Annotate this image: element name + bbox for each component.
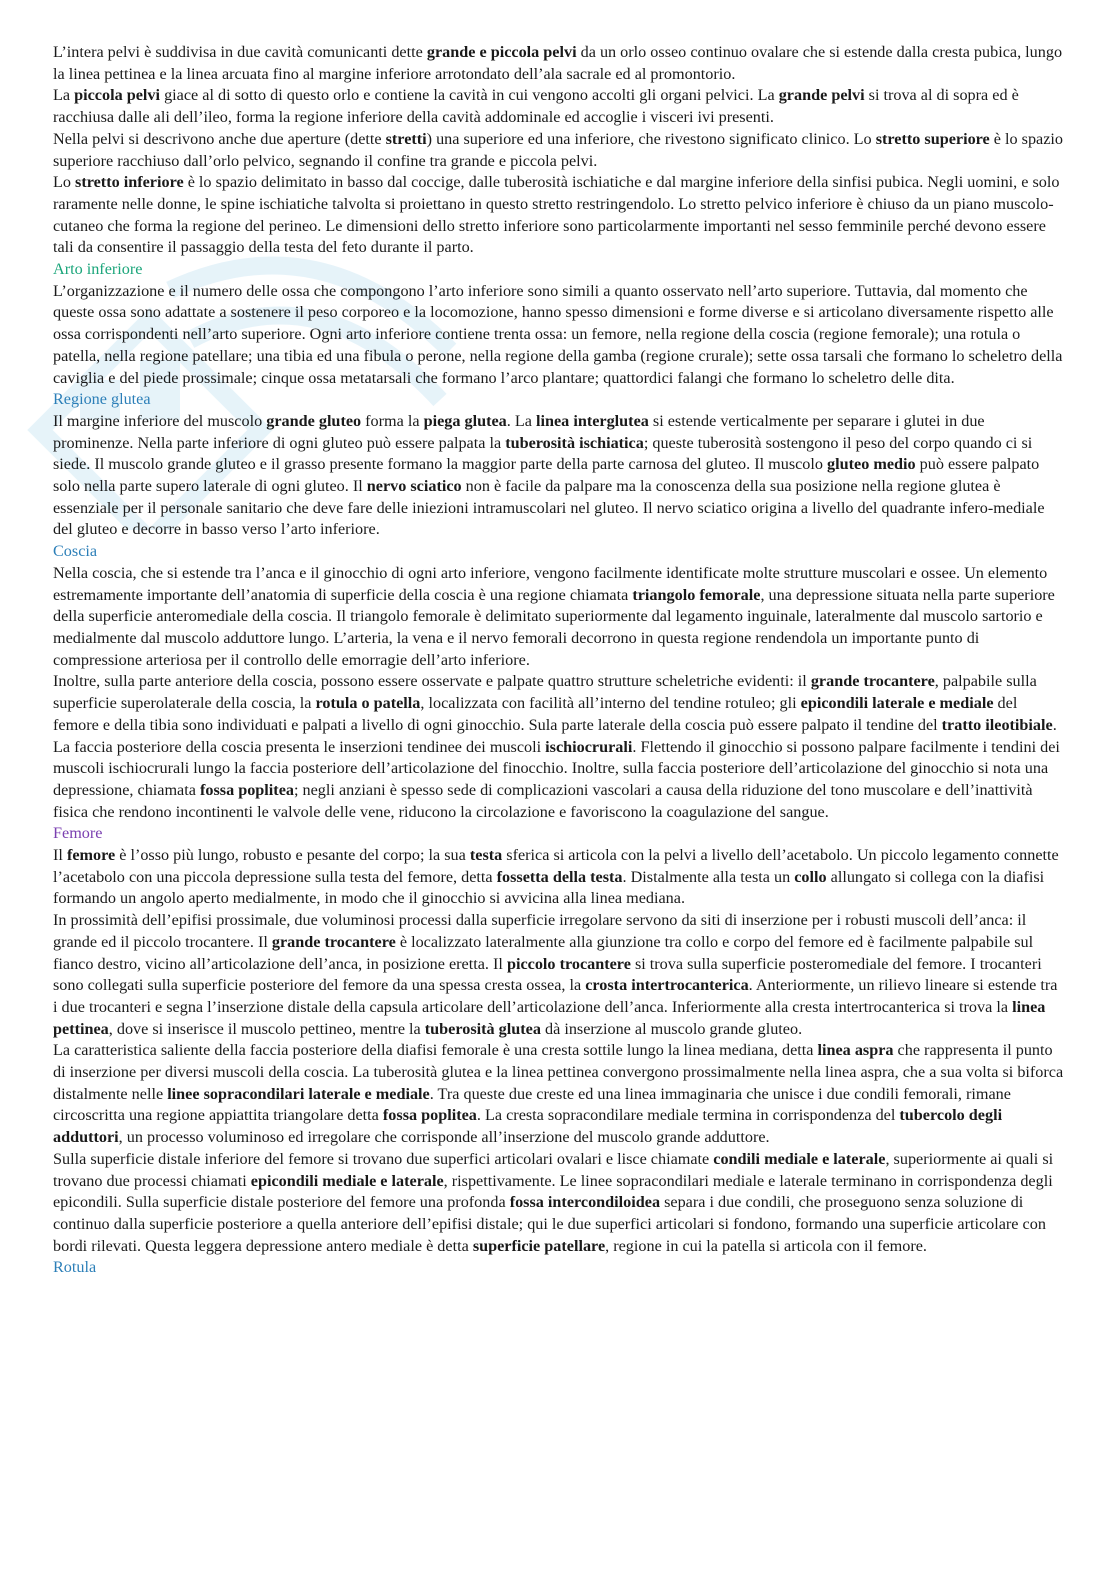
text-run: , una depressione situata nella parte superiore della superficie anteromediale della coscia. Il triangolo femorale è delimitato superiormente dal legamento inguinale, lateralmente dal muscolo sartorio e medialmente dal muscolo adduttore lungo. L’arteria, la vena e il nervo femorali decorrono in questa regione rendendola un importante punto di compressione arteriosa per il controllo delle emorragie dell’arto inferiore. bbox=[53, 585, 1055, 669]
paragraph-coscia-1 bbox=[53, 671, 1065, 736]
text-run: può essere palpato solo nella parte supero laterale di ogni gluteo. Il bbox=[53, 455, 1040, 496]
section-heading-rotula: Rotula bbox=[53, 1258, 97, 1277]
bold-term: crosta intertrocanterica bbox=[585, 976, 749, 995]
section-heading-arto-inferiore: Arto inferiore bbox=[53, 260, 143, 279]
text-run: La bbox=[53, 86, 75, 105]
text-run: sferica si articola con la pelvi a livello dell’acetabolo. Un piccolo legamento connette l’acetabolo con una piccola depressione sulla testa del femore, detta bbox=[53, 846, 1059, 886]
bold-term: gluteo medio bbox=[827, 455, 916, 474]
text-run: si trova sulla superficie posteromediale del femore. I trocanteri sono collegati sulla superficie posteriore del femore da una spessa cresta ossea, la bbox=[53, 954, 1042, 995]
text-run: Inoltre, sulla parte anteriore della coscia, possono essere osservate e palpate quattro strutture scheletriche evidenti: il bbox=[53, 672, 811, 691]
text-run: ) una superiore ed una inferiore, che rivestono significato clinico. Lo bbox=[426, 129, 876, 148]
text-run: La faccia posteriore della coscia presenta le inserzioni tendinee dei muscoli bbox=[53, 737, 546, 756]
text-run: è lo spazio superiore racchiuso dall’orlo pelvico, segnando il confine tra grande e piccola pelvi. bbox=[53, 129, 1064, 170]
text-run: Nella pelvi si descrivono anche due aperture (dette bbox=[53, 129, 386, 148]
bold-term: fossa poplitea bbox=[382, 1106, 477, 1125]
text-run: si estende verticalmente per separare i glutei in due prominenze. Nella parte inferiore di ogni gluteo può essere palpata la bbox=[53, 411, 985, 452]
bold-term: condili mediale e laterale bbox=[713, 1149, 886, 1168]
text-run: Sulla superficie distale inferiore del femore si trovano due superfici articolari ovalari e lisce chiamate bbox=[53, 1149, 714, 1168]
bold-term: fossetta della testa bbox=[496, 867, 623, 886]
document-body bbox=[53, 42, 1065, 1279]
paragraph-coscia-2 bbox=[53, 737, 1065, 824]
text-run: , dove si inserisce il muscolo pettineo, mentre la bbox=[108, 1019, 425, 1038]
paragraph-pelvi-intro-2 bbox=[53, 129, 1065, 172]
paragraph-regione-glutea-0 bbox=[53, 411, 1065, 541]
bold-term: superficie patellare bbox=[472, 1236, 606, 1255]
bold-term: linea interglutea bbox=[536, 411, 649, 430]
bold-term: testa bbox=[469, 846, 503, 865]
text-run: non è facile da palpare ma la conoscenza della sua posizione nella regione glutea è essenziale per il personale sanitario che deve fare delle iniezioni intramuscolari nel gluteo. Il nervo sciatico origina a livello del quadrante infero-mediale del gluteo e decorre in basso verso l’arto inferiore. bbox=[53, 477, 1045, 539]
paragraph-femore-2 bbox=[53, 1040, 1065, 1149]
bold-term: linee sopracondilari laterale e mediale bbox=[167, 1084, 430, 1103]
text-run: , rispettivamente. Le linee sopracondilari mediale e laterale terminano in corrispondenza degli epicondili. Sulla superficie distale posteriore del femore una profonda bbox=[53, 1171, 1053, 1212]
bold-term: grande trocantere bbox=[271, 932, 396, 951]
text-run: ; negli anziani è spesso sede di complicazioni vascolari a causa della riduzione del tono muscolare e dell’inattività fisica che rendono incontinenti le valvole delle vene, riducono la circolazione e favoriscono la coagulazione del sangue. bbox=[53, 780, 1033, 821]
text-run: che rappresenta il punto di inserzione per diversi muscoli della coscia. La tuberosità glutea e la linea pettinea convergono prossimalmente nella linea aspra, che a sua volta si biforca distalmente nelle bbox=[53, 1041, 1064, 1103]
bold-term: linea pettinea bbox=[53, 997, 1046, 1038]
text-run: Nella coscia, che si estende tra l’anca e il ginocchio di ogni arto inferiore, vengono facilmente identificate molte strutture muscolari e ossee. Un elemento estremamente importante dell’anatomia di superficie della coscia è una regione chiamata bbox=[53, 563, 1048, 604]
text-run: Il bbox=[53, 846, 67, 865]
bold-term: grande trocantere bbox=[810, 672, 935, 691]
bold-term: fossa poplitea bbox=[199, 780, 294, 799]
text-run: ; queste tuberosità sostengono il peso del corpo quando ci si siede. Il muscolo grande gluteo e il grasso presente formano la maggior parte della parte carnosa del gluteo. Il muscolo bbox=[53, 433, 1033, 474]
text-run: è lo spazio delimitato in basso dal coccige, dalle tuberosità ischiatiche e dal margine inferiore della sinfisi pubica. Negli uomini, e solo raramente nelle donne, le spine ischiatiche talvolta si proiettano in questo stretto restringendolo. Lo stretto pelvico inferiore è chiuso da un piano muscolo-cutaneo che forma la regione del perineo. Le dimensioni dello stretto inferiore sono particolarmente importanti nel sesso femminile perché devono essere tali da consentire il passaggio della testa del feto durante il parto. bbox=[53, 173, 1060, 257]
text-run: da un orlo osseo continuo ovalare che si estende dalla cresta pubica, lungo la linea pettinea e la linea arcuata fino al margine inferiore arrotondato dell’ala sacrale ed al promontorio. bbox=[53, 43, 1063, 83]
bold-term: fossa intercondiloidea bbox=[509, 1193, 661, 1212]
bold-term: collo bbox=[794, 867, 827, 886]
bold-term: tuberosità glutea bbox=[424, 1019, 541, 1038]
text-run: è l’osso più lungo, robusto e pesante del corpo; la sua bbox=[115, 846, 470, 865]
text-run: In prossimità dell’epifisi prossimale, due voluminosi processi dalla superficie irregolare servono da siti di inserzione per i robusti muscoli dell’anca: il grande ed il piccolo trocantere. Il bbox=[53, 911, 1027, 951]
paragraph-femore-0 bbox=[53, 845, 1065, 910]
text-run: , palpabile sulla superficie superolaterale della coscia, la bbox=[53, 672, 1037, 713]
bold-term: stretti bbox=[385, 129, 427, 148]
section-heading-coscia: Coscia bbox=[53, 542, 98, 561]
text-run: del femore e della tibia sono individuati e palpati a livello di ogni ginocchio. Sula parte laterale della coscia può essere palpato il tendine del bbox=[53, 694, 1018, 734]
text-run: L’organizzazione e il numero delle ossa che compongono l’arto inferiore sono simili a quanto osservato nell’arto superiore. Tuttavia, dal momento che queste ossa sono adattate a sostenere il peso corporeo e la locomozione, hanno spesso dimensioni e forme diverse e si articolano diversamente rispetto alle ossa corrispondenti nell’arto superiore. Ogni arto inferiore contiene trenta ossa: un femore, nella regione della coscia (regione femorale); una rotula o patella, nella regione patellare; una tibia ed una fibula o perone, nella regione della gamba (regione crurale); sette ossa tarsali che formano lo scheletro della caviglia e del piede prossimale; cinque ossa metatarsali che formano l’arco plantare; quattordici falangi che formano lo scheletro delle dita. bbox=[53, 281, 1063, 387]
paragraph-pelvi-intro-0 bbox=[53, 42, 1065, 85]
text-run: . bbox=[1052, 715, 1057, 734]
paragraph-pelvi-intro-3 bbox=[53, 172, 1065, 259]
bold-term: ischiocrurali bbox=[545, 737, 633, 756]
text-run: . La bbox=[506, 411, 536, 430]
bold-term: grande pelvi bbox=[778, 86, 865, 105]
bold-term: rotula o patella bbox=[315, 694, 421, 713]
paragraph-femore-3 bbox=[53, 1149, 1065, 1258]
text-run: , un processo voluminoso ed irregolare che corrisponde all’inserzione del muscolo grande adduttore. bbox=[118, 1128, 770, 1147]
paragraph-arto-inferiore-0 bbox=[53, 281, 1065, 390]
bold-term: tuberosità ischiatica bbox=[505, 433, 644, 452]
text-run: , localizzata con facilità all’interno del tendine rotuleo; gli bbox=[420, 694, 801, 713]
text-run: Il margine inferiore del muscolo bbox=[53, 411, 267, 430]
bold-term: epicondili laterale e mediale bbox=[800, 694, 994, 713]
bold-term: grande gluteo bbox=[266, 411, 362, 430]
bold-term: tubercolo degli adduttori bbox=[53, 1106, 1003, 1147]
text-run: . Tra queste due creste ed una linea immaginaria che unisce i due condili femorali, rimane circoscritta una regione appiattita triangolare detta bbox=[53, 1084, 1011, 1125]
text-run: . Flettendo il ginocchio si possono palpare facilmente i tendini dei muscoli ischiocrurali lungo la faccia posteriore dell’articolazione del finocchio. Inoltre, sulla faccia posteriore dell’articolazione del ginocchio si nota una depressione, chiamata bbox=[53, 737, 1060, 799]
text-run: forma la bbox=[361, 411, 424, 430]
text-run: L’intera pelvi è suddivisa in due cavità comunicanti dette bbox=[53, 43, 427, 61]
text-run: Lo bbox=[53, 173, 76, 192]
paragraph-pelvi-intro-1 bbox=[53, 85, 1065, 128]
bold-term: grande e piccola pelvi bbox=[426, 43, 577, 61]
text-run: dà inserzione al muscolo grande gluteo. bbox=[540, 1019, 803, 1038]
bold-term: piccolo trocantere bbox=[506, 954, 631, 973]
bold-term: linea aspra bbox=[817, 1041, 894, 1060]
text-run: . La cresta sopracondilare mediale termina in corrispondenza del bbox=[476, 1106, 900, 1125]
text-run: giace al di sotto di questo orlo e contiene la cavità in cui vengono accolti gli organi pelvici. La bbox=[160, 86, 779, 105]
text-run: è localizzato lateralmente alla giunzione tra collo e corpo del femore ed è facilmente palpabile sul fianco destro, vicino all’articolazione dell’anca, in posizione eretta. Il bbox=[53, 932, 1034, 973]
text-run: separa i due condili, che proseguono senza soluzione di continuo dalla superficie posteriore a quella anteriore dell’epifisi distale; qui le due superfici articolari si fondono, formando una superficie articolare con bordi rilevati. Questa leggera depressione antero mediale è detta bbox=[53, 1193, 1046, 1255]
text-run: si trova al di sopra ed è racchiusa dalle ali dell’ileo, forma la regione inferiore della cavità addominale ed accoglie i visceri ivi presenti. bbox=[53, 86, 1019, 127]
text-run: . Distalmente alla testa un bbox=[622, 867, 795, 886]
bold-term: tratto ileotibiale bbox=[941, 715, 1053, 734]
bold-term: nervo sciatico bbox=[366, 477, 462, 496]
text-run: , superiormente ai quali si trovano due processi chiamati bbox=[53, 1149, 1054, 1190]
bold-term: piega glutea bbox=[423, 411, 507, 430]
bold-term: femore bbox=[66, 846, 116, 865]
bold-term: stretto superiore bbox=[875, 129, 990, 148]
section-heading-regione-glutea: Regione glutea bbox=[53, 390, 151, 409]
paragraph-coscia-0 bbox=[53, 563, 1065, 672]
bold-term: piccola pelvi bbox=[74, 86, 161, 105]
text-run: allungato si collega con la diafisi formando un angolo aperto medialmente, in modo che il ginocchio si avvicina alla linea mediana. bbox=[53, 867, 1045, 908]
bold-term: triangolo femorale bbox=[632, 585, 761, 604]
text-run: . Anteriormente, un rilievo lineare si estende tra i due trocanteri e segna l’inserzione distale della capsula articolare dell’articolazione dell’anca. Inferiormente alla cresta intertrocanterica si trova la bbox=[53, 976, 1058, 1016]
text-run: , regione in cui la patella si articola con il femore. bbox=[605, 1236, 927, 1255]
section-heading-femore: Femore bbox=[53, 824, 103, 843]
text-run: La caratteristica saliente della faccia posteriore della diafisi femorale è una cresta sottile lungo la linea mediana, detta bbox=[53, 1041, 818, 1060]
bold-term: epicondili mediale e laterale bbox=[250, 1171, 444, 1190]
bold-term: stretto inferiore bbox=[75, 173, 184, 192]
paragraph-femore-1 bbox=[53, 910, 1065, 1040]
